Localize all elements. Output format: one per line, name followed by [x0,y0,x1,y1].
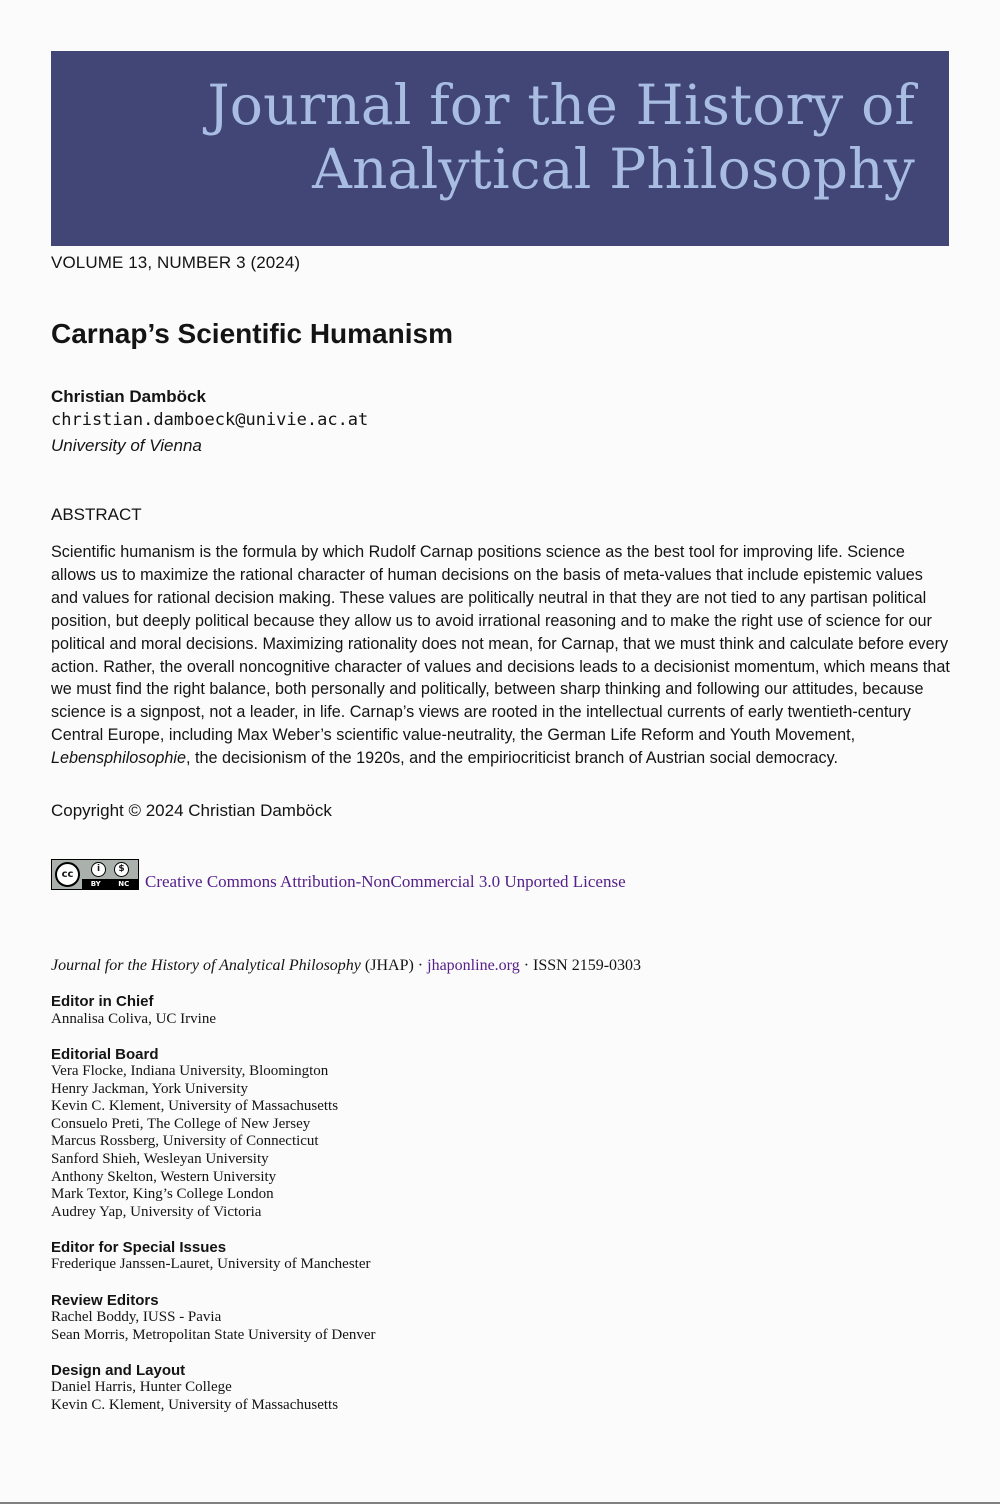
cc-license-badge[interactable] [51,859,139,890]
list-item: Vera Flocke, Indiana University, Bloomington [51,1063,329,1080]
list-item: Daniel Harris, Hunter College [51,1379,232,1396]
review-editors-section [51,1292,376,1345]
journal-info-abbrev: (JHAP) · [360,957,428,974]
noncommercial-icon: $ [114,862,129,877]
list-item: Annalisa Coliva, UC Irvine [51,1010,216,1027]
abstract-text-part1: Scientific humanism is the formula by which Rudolf Carnap positions science as the best tool for improving life. Science allows us to maximize the rational character of human decisions on the basis of meta-values that include epistemic values and values for rational decision making. These values are politically neutral in that they are not tied to any partisan political position, but deeply political because they allow us to avoid irrational reasoning and to make the right use of science for our political and moral decisions. Maximizing rationality does not mean, for Carnap, that we must think and calculate before every action. Rather, the overall noncognitive character of values and decisions leads to a decisionist momentum, which means that we must find the right balance, both personally and politically, between sharp thinking and following our attitudes, because science is a signpost, not a leader, in life. Carnap’s views are rooted in the intellectual currents of early twentieth-century Central Europe, including Max Weber’s scientific value-neutrality, the German Life Reform and Youth Movement, [51,543,950,745]
volume-line: VOLUME 13, NUMBER 3 (2024) [51,253,301,272]
journal-info-name: Journal for the History of Analytical Philosophy [51,957,361,974]
abstract-text [51,541,951,770]
section-heading: Editorial Board [51,1045,159,1063]
list-item: Rachel Boddy, IUSS - Pavia [51,1309,222,1326]
editorial-board-section [51,1046,376,1222]
list-item: Mark Textor, King’s College London [51,1186,274,1203]
abstract-heading: ABSTRACT [51,505,142,524]
author-email[interactable]: christian.damboeck@univie.ac.at [51,410,369,430]
badge-nc-label: NC [118,880,130,888]
list-item: Marcus Rossberg, University of Connecticut [51,1133,319,1150]
list-item: Kevin C. Klement, University of Massachusetts [51,1396,339,1413]
list-item: Kevin C. Klement, University of Massachusetts [51,1098,339,1115]
list-item: Henry Jackman, York University [51,1080,249,1097]
abstract-text-part2: , the decisionism of the 1920s, and the empiriocriticist branch of Austrian social democracy. [186,749,839,768]
license-block [51,856,626,890]
abstract-italic-term: Lebensphilosophie [51,749,187,768]
journal-title-line1: Journal for the History of [207,73,915,137]
cc-icon: cc [55,862,80,887]
list-item: Audrey Yap, University of Victoria [51,1203,262,1220]
copyright-notice: Copyright © 2024 Christian Damböck [51,801,332,820]
editorial-board-listing [51,993,376,1432]
list-item: Sanford Shieh, Wesleyan University [51,1151,269,1168]
attribution-icon: i [91,862,106,877]
list-item: Sean Morris, Metropolitan State University of Denver [51,1326,376,1343]
list-item: Anthony Skelton, Western University [51,1168,277,1185]
badge-by-label: BY [90,880,101,888]
editor-in-chief-section [51,993,376,1028]
design-layout-section [51,1362,376,1415]
journal-title-line2: Analytical Philosophy [312,137,915,201]
special-issues-section [51,1239,376,1274]
license-link[interactable]: Creative Commons Attribution-NonCommercial 3.0 Unported License [145,872,626,891]
author-name: Christian Damböck [51,387,206,406]
author-affiliation: University of Vienna [51,436,202,455]
badge-label-strip [82,879,138,889]
list-item: Frederique Janssen-Lauret, University of Manchester [51,1256,371,1273]
section-heading: Editor for Special Issues [51,1238,227,1256]
journal-info-line [51,957,641,975]
article-title: Carnap’s Scientific Humanism [51,318,453,349]
journal-issn: · ISSN 2159-0303 [519,957,642,974]
section-heading: Editor in Chief [51,993,154,1010]
section-heading: Design and Layout [51,1361,186,1379]
journal-banner [51,51,949,246]
journal-website-link[interactable]: jhaponline.org [427,957,520,974]
list-item: Consuelo Preti, The College of New Jersey [51,1115,311,1132]
section-heading: Review Editors [51,1291,159,1309]
